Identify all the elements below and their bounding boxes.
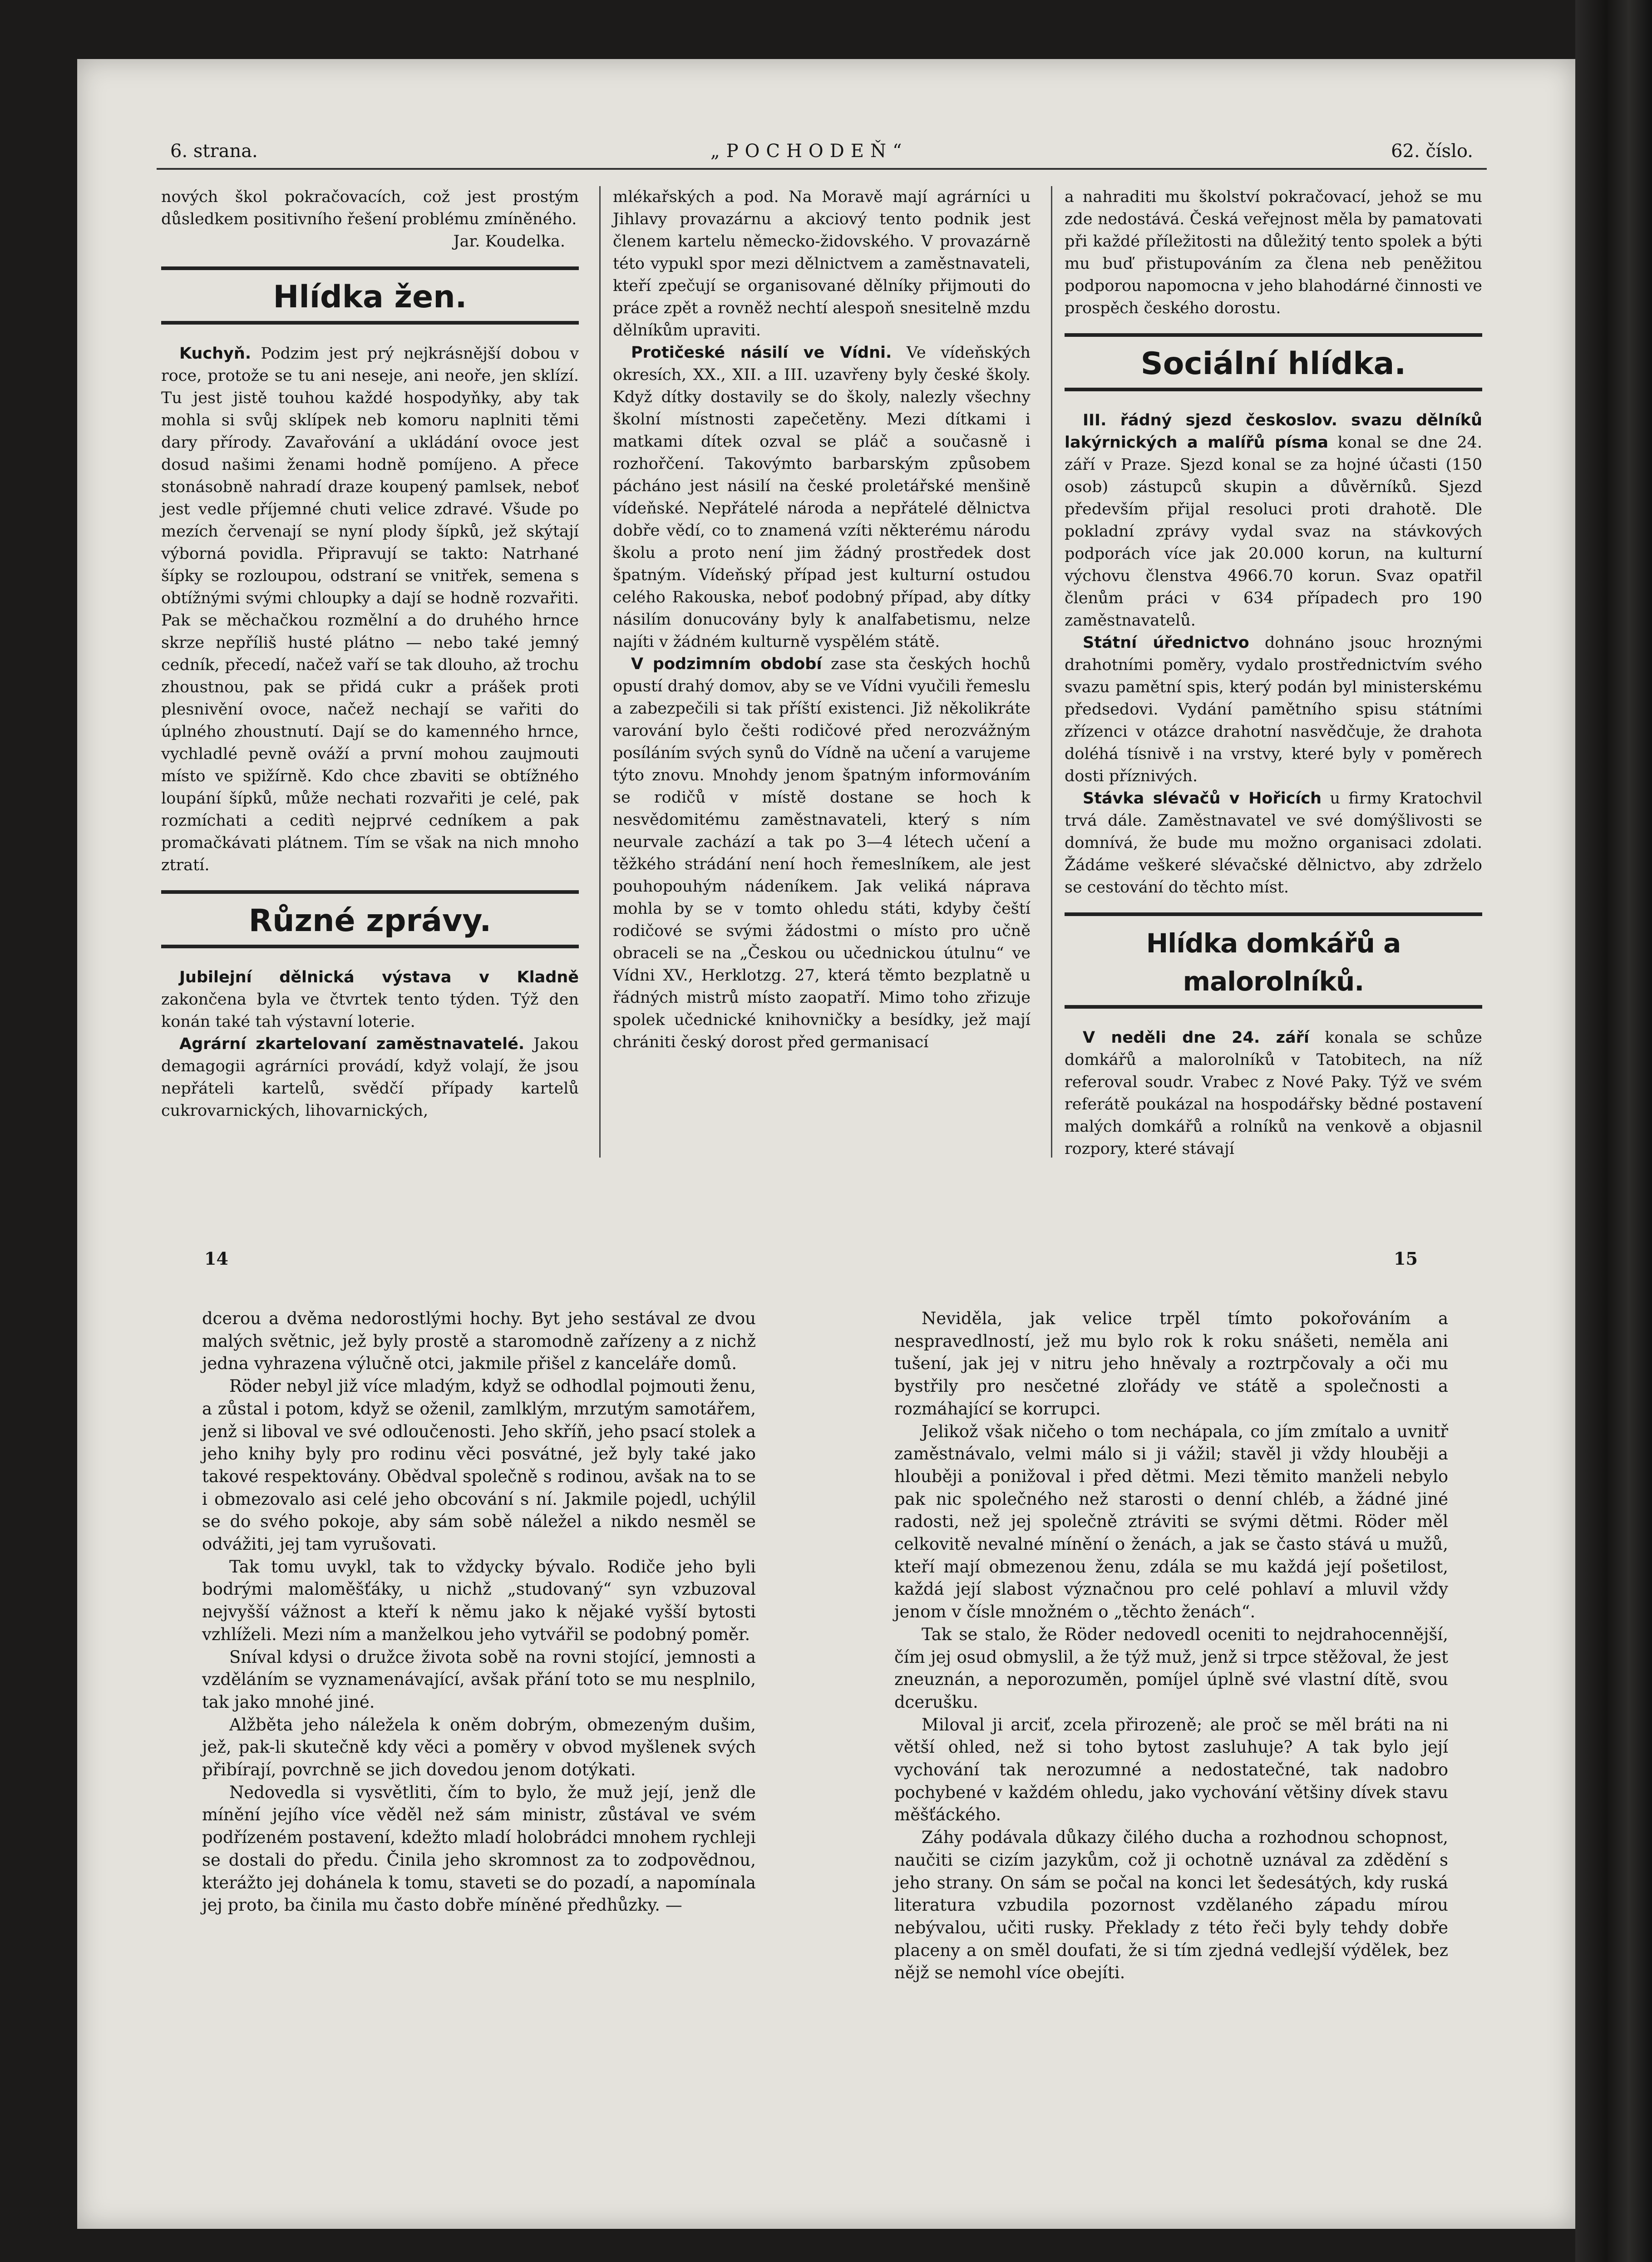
book-page-number-right: 15 xyxy=(1394,1248,1418,1269)
article-lead: Agrární zkartelovaní zaměstnavatelé. xyxy=(179,1035,525,1053)
article-text: zakončena byla ve čtvrtek tento týden. Týž den konán také tah výstavní loterie. xyxy=(161,991,579,1031)
article-lead: Stávka slévačů v Hořicích xyxy=(1083,789,1322,808)
book-paragraph: dcerou a dvěma nedorostlými hochy. Byt jeho sestával ze dvou malých světnic, jež byly prostě a staromodně zařízeny a z nichž jedna vyhrazena výlučně otci, jakmile přišel z kanceláře domů. xyxy=(202,1309,756,1374)
article-lead: V neděli dne 24. září xyxy=(1083,1029,1309,1047)
article-text: nových škol pokračovacích, což jest prostým důsledkem positivního řešení problému zmíněného. xyxy=(161,188,579,228)
article-text: Ve vídeňských okresích, XX., XII. a III. uzavřeny byly české školy. Když dítky dostavily se do školy, nalezly všechny školní místnosti zapečetěny. Mezi dítkami i matkami dítek ozval se pláč a současně i rozhořčení. Takovýmto barbarským způsobem pácháno jest násilí na české proletářské menšině vídeňské. Nepřátelé národa a nepřátelé dělnictva dobře vědí, co to znamená vzíti některému národu školu a proto není jim žádný prostředek dost špatným. Vídeňský případ jest kulturní ostudou celého Rakouska, neboť podobný případ, aby dítky násilím donucovány byly k analfabetismu, nelze najíti v žádném kulturně vyspělém státě. xyxy=(613,344,1031,651)
header-issue-number: 62. číslo. xyxy=(1391,141,1473,162)
column-2 xyxy=(613,186,1031,1054)
book-page-number-left: 14 xyxy=(204,1248,228,1269)
section-heading-socialni-hlidka: Sociální hlídka. xyxy=(1065,333,1482,391)
header-rule xyxy=(157,168,1487,170)
column-divider xyxy=(1051,186,1052,1158)
article-lead: Protičeské násilí ve Vídni. xyxy=(631,344,892,362)
book-paragraph: Neviděla, jak velice trpěl tímto pokořováním a nespravedlností, jež mu bylo rok k roku snášeti, neměla ani tušení, jak jej v nitru jeho hněvaly a roztrpčovaly a oči mu bystřily pro nesčetné zlořády ve státě a společnosti a rozmáhající se korrupci. xyxy=(894,1309,1448,1419)
article-text: Jakou demagogii agrárníci provádí, když volají, že jsou nepřáteli kartelů, svědčí případy kartelů cukrovarnických, lihovarnických, xyxy=(161,1035,579,1120)
article-lead: III. řádný sjezd českoslov. svazu dělníků lakýrnických a malířů písma xyxy=(1065,411,1482,452)
article-lead: Kuchyň. xyxy=(179,345,251,363)
article-text: Podzim jest prý nejkrásnější dobou v roce, protože se tu ani neseje, ani neoře, jen sklízí. Tu jest jistě touhou každé hospodyňky, aby tak mohla si svůj sklípek neb komoru naplniti těmi dary přírody. Zavařování a ukládání ovoce jest dosud našimi ženami hodně pomíjeno. A přece stonásobně nahradí draze koupený pamlsek, neboť jest vedle příjemné chuti velice zdravé. Všude po mezích červenají se nyní plody šípků, jež skýtají výborná povidla. Připravují se takto: Natrhané šípky se rozloupou, odstraní se vnitřek, semena s obtížnými svými chloupky a dají se hodně rozvařiti. Pak se měchačkou rozmělní a do druhého hrnce skrze nepříliš husté plátno — nebo také jemný cedník, přecedí, načež vaří se tak dlouho, až trochu zhoustnou, pak se přidá cukr a prášek proti plesnivění ovoce, načež nechají se vařiti do úplného zhoustnutí. Dají se do kamenného hrnce, vychladlé pevně ováží a první mohou zaujmouti místo ve spižírně. Kdo chce zbaviti se obtížného loupání šípků, může nechati rozvařiti je celé, pak rozmíchati a ceditì nejprvé cedníkem a pak promačkávati plátnem. Tím se však na nich mnoho ztratí. xyxy=(161,345,579,874)
article-lead: Státní úřednictvo xyxy=(1083,634,1249,652)
header-title: „POCHODEŇ“ xyxy=(710,141,908,162)
article-text: dohnáno jsouc hroznými drahotními poměry, vydalo prostřednictvím svého svazu pamětní spis, který podán byl ministerskému předsedovi. Vydání pamětního spisu státními zřízenci v otázce drahotní nasvědčuje, že drahota doléhá tísnivě i na vrstvy, které byly v poměrech dosti příznivých. xyxy=(1065,634,1482,785)
book-paragraph: Sníval kdysi o družce života sobě na rovni stojící, jemnosti a vzděláním se vyznamenávající, avšak přání toto se mu nesplnilo, tak jako mnohé jiné. xyxy=(202,1647,756,1712)
book-spread xyxy=(157,1248,1519,2147)
article-text: zase sta českých hochů opustí drahý domov, aby se ve Vídni vyučili řemeslu a zabezpečili si tak příští existenci. Již několikráte varování bylo češti rodičové před nerozvážným posíláním svých synů do Vídně na učení a varujeme týto znovu. Mnohdy jenom špatným informováním se rodičů v místě dostane se hoch k nesvědomitému zaměstnavateli, který s ním neurvale zachází a tak po 3—4 létech učení a těžkého strádání není hoch řemeslníkem, ale jest pouhopouhým nádeníkem. Jak veliká náprava mohla by se v tomto ohledu státi, kdyby čeští rodičové se svými žádostmi o místo pro učně obraceli se na „Českou ou učednickou útulnu“ ve Vídni XV., Herklotzg. 27, která těmto bezplatně u řádných mistrů místo zaopatří. Mimo toho zřizuje spolek učednické knihovničky a besídky, jež mají chrániti český dorost před germanisací xyxy=(613,655,1031,1051)
author-signature: Jar. Koudelka. xyxy=(453,232,565,251)
book-paragraph: Alžběta jeho náležela k oněm dobrým, obmezeným dušim, jež, pak-li skutečně kdy věci a poměry v obvod myšlenek svých přibírají, povrchně se jich dovedou jenom dotýkati. xyxy=(202,1715,756,1780)
article-lead: V podzimním období xyxy=(631,655,822,673)
book-page-left xyxy=(202,1307,756,1917)
newspaper-page xyxy=(157,136,1487,1203)
book-paragraph: Tak tomu uvykl, tak to vždycky bývalo. Rodiče jeho byli bodrými maloměšťáky, u nichž „studovaný“ syn vzbuzoval nejvyšší vážnost a kteří k němu jako k nějaké vyšší bytosti vzhlíželi. Mezi ním a manželkou jeho vytvářil se podobný poměr. xyxy=(202,1557,756,1644)
article-lead: Jubilejní dělnická výstava v Kladně xyxy=(179,968,579,986)
book-paragraph: Nedovedla si vysvětliti, čím to bylo, že muž její, jenž dle mínění jejího více věděl než sám ministr, zůstával ve svém podřízeném postavení, kdežto mladí holobrádci mnohem rychleji se dostali do předu. Činila jeho skromnost za to zodpovědnou, kterážto jej dohánela k tomu, staveti se do pozadí, a napomínala jej proto, ba činila mu často dobře míněné předhůzky. — xyxy=(202,1782,756,1915)
book-paragraph: Záhy podávala důkazy čilého ducha a rozhodnou schopnost, naučiti se cizím jazykům, což ji ochotně uznával za zdědění s jeho strany. On sám se počal na konci let šedesátých, kdy ruská literatura vzbudila pozornost vzdělaného západu mírou nebývalou, učiti rusky. Překlady z této řeči byly tehdy dobře placeny a on směl doufati, že si tím zjedná vedlejší výdělek, bez nějž se nemohl více obejíti. xyxy=(894,1828,1448,1983)
column-divider xyxy=(599,186,601,1158)
book-paragraph: Miloval ji arciť, zcela přirozeně; ale proč se měl bráti na ni větší ohled, než si toho bytost zasluhuje? A tak bylo její vychování tak nerozumné a nedostatečné, tak nadobro pochybené v každém ohledu, jako vychování většiny dívek stavu měšťáckého. xyxy=(894,1715,1448,1825)
book-page-right xyxy=(894,1307,1448,1984)
column-1 xyxy=(161,186,579,1122)
article-text: mlékařských a pod. Na Moravě mají agrárníci u Jihlavy provazárnu a akciový tento podnik jest členem kartelu německo-židovského. V provazárně této vypukl spor mezi dělnictvem a zaměstnavateli, kteří zpečují se organisované dělníky přijmouti do práce zpět a rovněž nechtí alespoň snesitelně mzdu dělníkům upraviti. xyxy=(613,188,1031,340)
book-paragraph: Röder nebyl již více mladým, když se odhodlal pojmouti ženu, a zůstal i potom, když se oženil, zamlklým, mrzutým samotářem, jenž si liboval ve své odloučenosti. Jeho skříň, jeho psací stolek a jeho knihy byly pro rodinu věci posvátné, jež byly také jako takové respektovány. Obědval společně s rodinou, avšak na to se i obmezovalo asi celé jeho obcování s ní. Jakmile pojedl, uchýlil se do svého pokoje, aby sám sobě náležel a nikdo nesměl se odvážiti, jej tam vyrušovati. xyxy=(202,1376,756,1554)
page-header xyxy=(157,136,1487,168)
section-heading-ruzne-zpravy: Různé zprávy. xyxy=(161,890,579,948)
binding-edge xyxy=(1575,0,1652,2262)
section-heading-hlidka-domkaru: Hlídka domkářů a malorolníků. xyxy=(1065,912,1482,1009)
article-text: u firmy Kratochvil trvá dále. Zaměstnavatel ve své domýšlivosti se domnívá, že bude mu možno organisaci zdolati. Žádáme veškeré slévačské dělnictvo, aby zdrželo se cestování do těchto míst. xyxy=(1065,789,1482,897)
column-3 xyxy=(1065,186,1482,1160)
header-page-number: 6. strana. xyxy=(170,141,258,162)
book-paragraph: Tak se stalo, že Röder nedovedl oceniti to nejdrahocennější, čím jej osud obmyslil, a že týž muž, jenž si trpce stěžoval, že jest zneuznán, a neporozuměn, pomíjel úplně své vlastní dítě, svou dcerušku. xyxy=(894,1624,1448,1712)
book-paragraph: Jelikož však ničeho o tom nechápala, co jím zmítalo a uvnitř zaměstnávalo, velmi málo si ji vážil; stavěl ji vždy hlouběji a hlouběji a ponižoval i před dětmi. Mezi těmito manželi nebylo pak nic společného než starosti o denní chléb, a žádné jiné radosti, než jej společně ztráviti se svými dětmi. Röder měl celkovitě nevalné mínění o ženách, a jak se často stává u mužů, kteří mají obmezenou ženu, zdála se mu každá její pošetilost, každá její slabost význačnou pro celé pohlaví a mluvil vždy jenom v čísle množném o „těchto ženách“. xyxy=(894,1421,1448,1622)
article-text: konala se schůze domkářů a malorolníků v Tatobitech, na níž referoval soudr. Vrabec z Nové Paky. Týž ve svém referátě poukázal na hospodářsky bědné postavení malých domkářů a rolníků na venkově a objasnil rozpory, které stávají xyxy=(1065,1029,1482,1158)
article-text: a nahraditi mu školství pokračovací, jehož se mu zde nedostává. Česká veřejnost měla by pamatovati při každé příležitosti na důležitý tento spolek a býti mu buď přistupováním za člena neb peněžitou podporou napomocna v jeho blahodárné činnosti ve prospěch českého dorostu. xyxy=(1065,188,1482,317)
section-heading-hlidka-zen: Hlídka žen. xyxy=(161,266,579,325)
article-text: konal se dne 24. září v Praze. Sjezd konal se za hojné účasti (150 osob) zástupců skupin a důvěrníků. Sjezd především přijal resoluci proti drahotě. Dle pokladní zprávy vydal svaz na stávkových podporách více jak 20.000 korun, na kulturní výchovu členstva 4966.70 korun. Svaz opatřil členům práci v 634 případech pro 190 zaměstnavatelů. xyxy=(1065,434,1482,630)
